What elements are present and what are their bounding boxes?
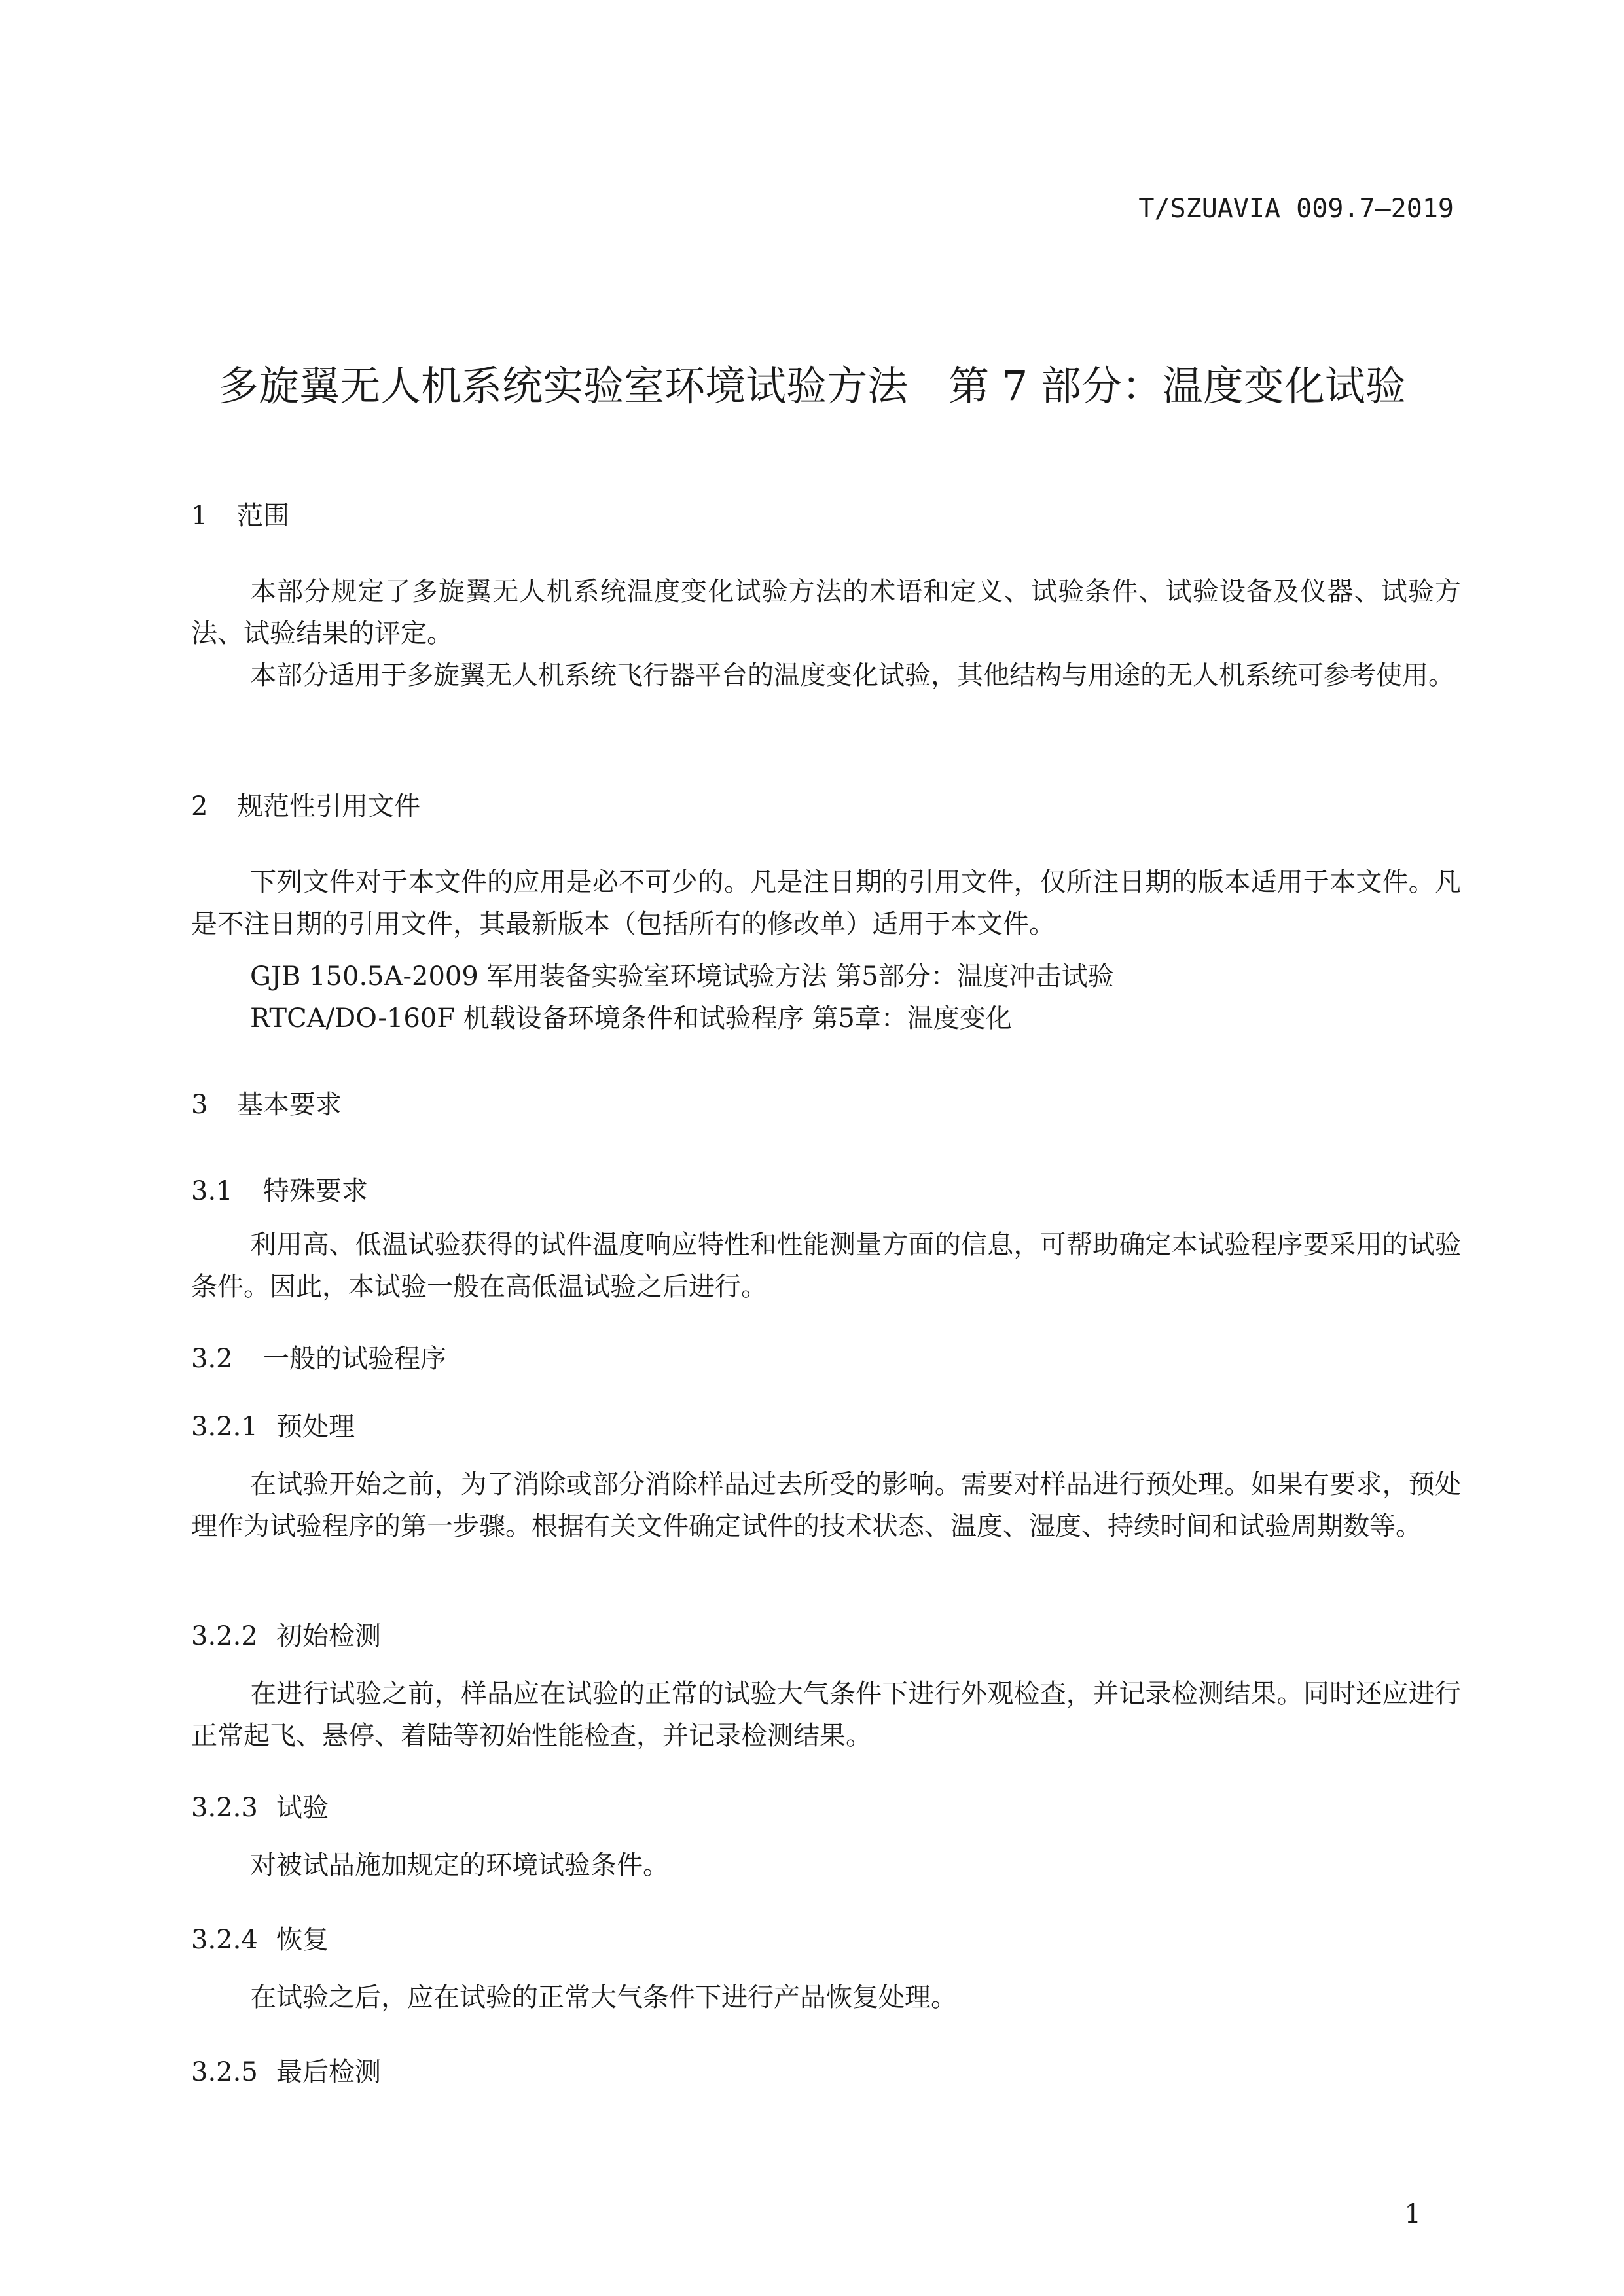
section-number: 3.2 <box>191 1344 233 1374</box>
section-title: 特殊要求 <box>263 1176 368 1206</box>
reference-item: RTCA/DO-160F 机载设备环境条件和试验程序 第5章：温度变化 <box>250 1003 1012 1033</box>
paragraph-scope-2: 本部分适用于多旋翼无人机系统飞行器平台的温度变化试验，其他结构与用途的无人机系统可参考使用。 <box>250 660 1454 691</box>
paragraph-special-requirements: 利用高、低温试验获得的试件温度响应特性和性能测量方面的信息，可帮助确定本试验程序要采用的试验条件。因此，本试验一般在高低温试验之后进行。 <box>191 1230 1461 1302</box>
section-heading-1 <box>191 495 289 532</box>
subsection-heading-3-2-1 <box>191 1406 355 1443</box>
section-title: 恢复 <box>276 1925 329 1955</box>
section-title: 最后检测 <box>276 2057 381 2087</box>
document-title: 多旋翼无人机系统实验室环境试验方法 第 7 部分：温度变化试验 <box>218 362 1406 410</box>
section-number: 2 <box>191 791 208 821</box>
section-title: 试验 <box>276 1793 329 1823</box>
subsection-heading-3-2-5 <box>191 2051 381 2089</box>
section-heading-3 <box>191 1084 342 1121</box>
section-number: 3 <box>191 1090 208 1120</box>
paragraph-preconditioning: 在试验开始之前，为了消除或部分消除样品过去所受的影响。需要对样品进行预处理。如果有要求，预处理作为试验程序的第一步骤。根据有关文件确定试件的技术状态、温度、湿度、持续时间和试验周期数等。 <box>191 1469 1461 1541</box>
section-number: 3.2.3 <box>191 1793 258 1823</box>
page-number: 1 <box>1404 2199 1421 2229</box>
section-heading-2 <box>191 785 420 823</box>
section-title: 规范性引用文件 <box>237 791 420 821</box>
subsection-heading-3-2-3 <box>191 1787 329 1824</box>
section-title: 一般的试验程序 <box>263 1344 446 1374</box>
paragraph-initial-inspection: 在进行试验之前，样品应在试验的正常的试验大气条件下进行外观检查，并记录检测结果。同时还应进行正常起飞、悬停、着陆等初始性能检查，并记录检测结果。 <box>191 1679 1461 1751</box>
section-title: 初始检测 <box>276 1621 381 1651</box>
subsection-heading-3-1 <box>191 1170 368 1208</box>
section-number: 1 <box>191 501 208 531</box>
standard-number: T/SZUAVIA 009.7—2019 <box>1138 194 1454 224</box>
section-number: 3.1 <box>191 1176 233 1206</box>
paragraph-test: 对被试品施加规定的环境试验条件。 <box>250 1850 669 1880</box>
section-title: 范围 <box>237 501 289 531</box>
section-title: 基本要求 <box>237 1090 342 1120</box>
reference-item: GJB 150.5A-2009 军用装备实验室环境试验方法 第5部分：温度冲击试验 <box>250 961 1114 992</box>
subsection-heading-3-2-4 <box>191 1919 329 1956</box>
paragraph-recovery: 在试验之后，应在试验的正常大气条件下进行产品恢复处理。 <box>250 1982 957 2013</box>
section-number: 3.2.2 <box>191 1621 258 1651</box>
section-number: 3.2.1 <box>191 1412 258 1442</box>
section-number: 3.2.5 <box>191 2057 258 2087</box>
section-title: 预处理 <box>276 1412 355 1442</box>
paragraph-scope-1: 本部分规定了多旋翼无人机系统温度变化试验方法的术语和定义、试验条件、试验设备及仪器、试验方法、试验结果的评定。 <box>191 577 1461 649</box>
section-number: 3.2.4 <box>191 1925 258 1955</box>
subsection-heading-3-2 <box>191 1338 446 1375</box>
subsection-heading-3-2-2 <box>191 1615 381 1653</box>
paragraph-normative-refs: 下列文件对于本文件的应用是必不可少的。凡是注日期的引用文件，仅所注日期的版本适用于本文件。凡是不注日期的引用文件，其最新版本（包括所有的修改单）适用于本文件。 <box>191 867 1461 939</box>
